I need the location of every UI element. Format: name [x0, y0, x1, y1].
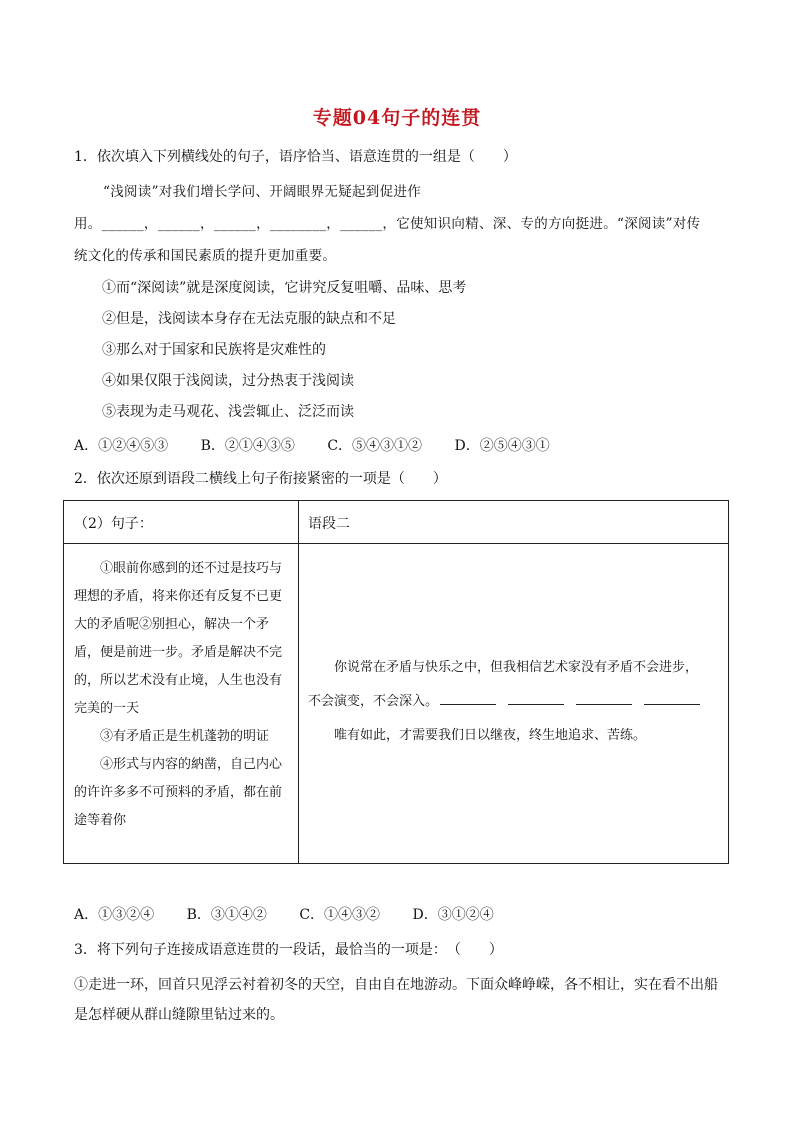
- q1-passage-line-1: “浅阅读”对我们增长学问、开阔眼界无疑起到促进作: [103, 184, 422, 200]
- blank-2[interactable]: [508, 690, 564, 705]
- q1-item-2: ②但是，浅阅读本身存在无法克服的缺点和不足: [102, 311, 396, 327]
- paragraph-line-2: [308, 685, 718, 719]
- q2-options: [74, 904, 522, 924]
- q2-option-d[interactable]: D．③①②④: [412, 907, 494, 923]
- q1-item-4: ④如果仅限于浅阅读，过分热衷于浅阅读: [102, 373, 354, 389]
- table-header-paragraph: 语段二: [308, 516, 350, 532]
- q1-option-a[interactable]: A．①②④⑤③: [74, 438, 169, 454]
- paragraph-line-3: 唯有如此，才需要我们日以继夜，终生地追求、苦练。: [334, 728, 647, 743]
- q1-passage-line-2: 用。______，______，______，________，______，它使知识向精、深、专的方向挺进。“深阅读”对传: [74, 216, 701, 232]
- q1-item-5: ⑤表现为走马观花、浅尝辄止、泛泛而读: [102, 404, 354, 420]
- q1-option-d[interactable]: D．②⑤④③①: [454, 438, 550, 454]
- sentence-4: ④形式与内容的納凿，自己内心的许许多多不可预料的矛盾，都在前途等着你: [74, 757, 283, 828]
- q1-option-b[interactable]: B．②①④③⑤: [200, 438, 295, 454]
- q3-stem: 3．将下列句子连接成语意连贯的一段话，最恰当的一项是： （ ）: [74, 942, 503, 958]
- q1-item-1: ①而“深阅读”就是深度阅读，它讲究反复咀嚼、品味、思考: [102, 280, 467, 296]
- q2-option-a[interactable]: A．①③②④: [74, 907, 155, 923]
- table-paragraph-cell: [308, 651, 718, 753]
- table-header-sentences: （2）句子：: [74, 516, 153, 532]
- q3-paragraph-line-1: ①走进一环，回首只见浮云衬着初冬的天空，自由自在地游动。下面众峰峥嵘，各不相让，实在看不出船: [74, 977, 718, 993]
- sentence-group-1: ①眼前你感到的还不过是技巧与理想的矛盾，将来你还有反复不已更大的矛盾呢②别担心，解决一个矛盾，便是前进一步。矛盾是解决不完的，所以艺术没有止境，人生也没有完美的一天: [74, 561, 283, 716]
- q2-stem: 2．依次还原到语段二横线上句子衔接紧密的一项是（ ）: [74, 471, 447, 487]
- table-sentences-cell: [74, 555, 292, 835]
- q3-paragraph-line-2: 是怎样硬从群山缝隙里钻过来的。: [74, 1007, 284, 1023]
- q1-stem: 1．依次填入下列横线处的句子，语序恰当、语意连贯的一组是（ ）: [74, 149, 517, 165]
- q2-option-b[interactable]: B．③①④②: [186, 907, 267, 923]
- page-title: 专题04句子的连贯: [312, 107, 482, 129]
- q2-table: [63, 500, 729, 864]
- blank-3[interactable]: [576, 690, 632, 705]
- q1-item-3: ③那么对于国家和民族将是灾难性的: [102, 342, 326, 358]
- table-column-divider: [298, 501, 299, 863]
- q2-option-c[interactable]: C．①④③②: [299, 907, 381, 923]
- paragraph-line-1: 你说常在矛盾与快乐之中，但我相信艺术家没有矛盾不会进步，: [334, 660, 699, 675]
- table-header-divider: [64, 543, 728, 544]
- q1-passage-line-3: 统文化的传承和国民素质的提升更加重要。: [74, 248, 337, 264]
- paragraph-line-2-text: 不会演变，不会深入。: [308, 694, 439, 709]
- blank-1[interactable]: [440, 690, 496, 705]
- blank-4[interactable]: [644, 690, 700, 705]
- q1-options: [74, 435, 578, 455]
- sentence-3: ③有矛盾正是生机蓬勃的明证: [100, 729, 270, 744]
- q1-option-c[interactable]: C．⑤④③①②: [327, 438, 423, 454]
